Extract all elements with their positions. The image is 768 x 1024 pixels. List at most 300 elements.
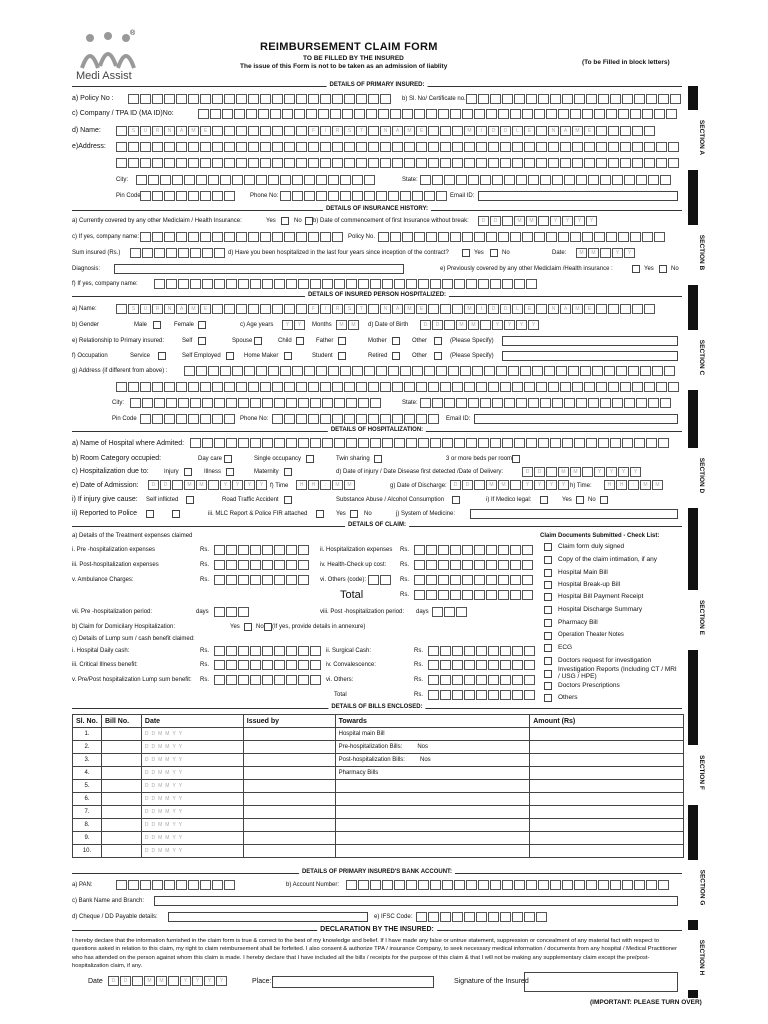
row-date[interactable]: DDMMYY	[141, 819, 243, 832]
discharge-label: g) Date of Discharge:	[390, 483, 447, 489]
row-bill-no[interactable]	[101, 728, 141, 741]
relationship-label: e) Relationship to Primary insured:	[72, 338, 165, 344]
declaration-text: I hereby declare that the information furnished in the claim form is true & correct to the best of my knowledge and belief. If I have made any false or untrue statement, suppression or concealment of any material fact with respect to questions asked in relation to this claim, my right to claim reimbursement shall be forfeited. I also consent & authorize TPA / insurance Company, to seek necessary medical information / documents from any hospital / Medical Practitioner who has attended on the person against whom this claim is made. I hereby declare that I have included all the bills / receipts for the purpose of this claim & that I will not be making any supplementary claim except the pre/post-hospitalization claim, if any.	[72, 938, 678, 969]
gender-label: b) Gender	[72, 322, 100, 328]
time-f-label: f) Time	[270, 483, 289, 489]
dom-no-checkbox[interactable]	[264, 623, 272, 631]
address-line-2[interactable]	[116, 158, 680, 168]
section-b-header: DETAILS OF INSURANCE HISTORY:	[72, 206, 682, 214]
male-label: Male	[134, 322, 148, 328]
row-date[interactable]: DDMMYY	[141, 806, 243, 819]
rs-3: Rs.	[200, 562, 209, 568]
cause-road-traffic-checkbox[interactable]	[284, 496, 292, 504]
col-amount: Amount (Rs)	[530, 715, 684, 728]
rs-13: Rs.	[414, 677, 423, 683]
row-sl: 8.	[73, 819, 102, 832]
age-months-field[interactable]: M M	[336, 320, 360, 330]
email-field[interactable]	[478, 191, 678, 201]
cheque-label: d) Cheque / DD Payable details:	[72, 914, 158, 920]
section-h-header: DECLARATION BY THE INSURED:	[72, 926, 682, 934]
pin-label: Pin Code	[116, 193, 141, 199]
room-day-care-checkbox[interactable]	[224, 455, 232, 463]
medico-legal-check[interactable]	[540, 496, 548, 504]
policy-no-b-field[interactable]	[378, 232, 666, 242]
bank-field[interactable]	[154, 896, 678, 906]
row-amount[interactable]	[530, 741, 684, 754]
city-field[interactable]	[136, 175, 376, 185]
sum-insured-label: Sum insured (Rs.)	[72, 250, 121, 256]
post-hosp-amount[interactable]	[214, 560, 310, 570]
section-c-header: DETAILS OF INSURED PERSON HOSPITALIZED:	[72, 292, 682, 300]
occ-student-checkbox[interactable]	[338, 352, 346, 360]
total-lump-amount[interactable]	[428, 690, 536, 700]
covered-label: a) Currently covered by any other Mediclaim / Health Insurance:	[72, 218, 242, 224]
check-main-bill[interactable]	[544, 569, 552, 577]
medi-assist-logo-icon	[78, 30, 138, 70]
post-period-days[interactable]	[432, 607, 468, 617]
bills-header-row	[73, 715, 684, 728]
check-claim-intimation[interactable]	[544, 556, 552, 564]
ifsc-label: e) IFSC Code:	[374, 914, 413, 920]
row-amount[interactable]	[530, 793, 684, 806]
pre-period-days[interactable]	[214, 607, 250, 617]
rel-other-checkbox[interactable]	[434, 337, 442, 345]
medico-yes-checkbox[interactable]	[576, 496, 584, 504]
row-sl: 1.	[73, 728, 102, 741]
occ-service-checkbox[interactable]	[158, 352, 166, 360]
mlc-no: No	[364, 511, 372, 517]
pin-field[interactable]	[140, 191, 236, 201]
row-issued-by[interactable]	[243, 741, 335, 754]
due-maternity: Maternity	[254, 469, 279, 475]
phone-label: Phone No:	[250, 193, 279, 199]
row-date[interactable]: DDMMYY	[141, 767, 243, 780]
check-claim-form[interactable]	[544, 543, 552, 551]
rs-14: Rs.	[414, 692, 423, 698]
surgical-label: ii. Surgical Cash:	[326, 648, 372, 654]
row-bill-no[interactable]	[101, 832, 141, 845]
checklist-item-5: Hospital Bill Payment Receipt	[558, 593, 644, 600]
row-towards[interactable]	[335, 845, 530, 858]
section-a-header: DETAILS OF PRIMARY INSURED:	[72, 82, 682, 90]
hospitalized-yes-checkbox[interactable]	[462, 249, 470, 257]
check-pharmacy-bill[interactable]	[544, 619, 552, 627]
address-line-1[interactable]	[116, 142, 680, 152]
row-date[interactable]: DDMMYY	[141, 845, 243, 858]
row-issued-by[interactable]	[243, 832, 335, 845]
rel-child: Child	[278, 338, 292, 344]
convalescence-label: iv. Convalescence:	[326, 662, 376, 668]
check-ot-notes[interactable]	[544, 632, 552, 640]
policy-no-b-label: Policy No.	[348, 234, 376, 240]
city-label: City:	[116, 177, 128, 183]
rs-6: Rs.	[400, 577, 409, 583]
occ-student: Student	[312, 353, 333, 359]
checklist-item-8: Operation Theater Notes	[558, 632, 624, 638]
row-bill-no[interactable]	[101, 780, 141, 793]
pan-field[interactable]	[116, 880, 236, 890]
c-phone-field[interactable]	[272, 414, 440, 424]
rs-1: Rs.	[200, 547, 209, 553]
discharge-date[interactable]: D D M M Y Y Y Y	[450, 480, 570, 490]
mlc-yes-checkbox[interactable]	[350, 510, 358, 518]
row-issued-by[interactable]	[243, 728, 335, 741]
row-towards[interactable]	[335, 819, 530, 832]
cause-road-traffic: Road Traffic Accident	[222, 497, 279, 503]
c-pin-field[interactable]	[140, 414, 236, 424]
dom-yes: Yes	[230, 624, 240, 630]
checklist-item-1: Claim form duly signed	[558, 543, 625, 550]
section-c-label: SECTION C	[684, 330, 702, 390]
cause-self-inflicted-checkbox[interactable]	[186, 496, 194, 504]
occupation-label: f) Occupation	[72, 353, 108, 359]
hospitalized-no-checkbox[interactable]	[490, 249, 498, 257]
state-field[interactable]	[420, 175, 672, 185]
row-issued-by[interactable]	[243, 780, 335, 793]
row-sl: 10.	[73, 845, 102, 858]
sum-insured-field[interactable]	[130, 248, 226, 258]
prev-covered-no-checkbox[interactable]	[659, 265, 667, 273]
time-h-label: h) Time:	[570, 483, 592, 489]
rel-specify: (Please Specify)	[450, 338, 494, 344]
account-field[interactable]	[346, 880, 670, 890]
rs-10: Rs.	[200, 662, 209, 668]
system-medicine-field[interactable]	[470, 509, 678, 519]
diagnosis-label: Diagnosis:	[72, 266, 101, 272]
check-doctors-request[interactable]	[544, 657, 552, 665]
hosp-exp-amount[interactable]	[414, 545, 534, 555]
occ-other-checkbox[interactable]	[434, 352, 442, 360]
registered-mark: ®	[130, 30, 136, 37]
rel-father-checkbox[interactable]	[338, 337, 346, 345]
row-sl: 5.	[73, 780, 102, 793]
admission-time[interactable]: H H : M M	[296, 480, 356, 490]
police-check-2[interactable]	[172, 510, 180, 518]
rs-8: Rs.	[200, 648, 209, 654]
dom-yes-checkbox[interactable]	[244, 623, 252, 631]
row-date[interactable]: DDMMYY	[141, 780, 243, 793]
total-label: Total	[340, 589, 364, 601]
hospitalized-label: d) Have you been hospitalized in the last four years since inception of the contract?	[228, 250, 449, 256]
c-pin-label: Pin Code	[112, 416, 137, 422]
covered-no-checkbox[interactable]	[305, 217, 313, 225]
mlc-check[interactable]	[316, 510, 324, 518]
row-bill-no[interactable]	[101, 806, 141, 819]
row-towards[interactable]	[335, 806, 530, 819]
occ-specify-field[interactable]	[502, 351, 678, 361]
convalescence-amount[interactable]	[428, 660, 536, 670]
checklist-title: Claim Documents Submitted - Check List:	[540, 533, 660, 539]
others-lump-amount[interactable]	[428, 675, 536, 685]
room-three-more-checkbox[interactable]	[512, 455, 520, 463]
row-date[interactable]: DDMMYY	[141, 832, 243, 845]
row-issued-by[interactable]	[243, 806, 335, 819]
rel-specify-field[interactable]	[502, 336, 678, 346]
policy-no-field[interactable]	[128, 94, 392, 104]
company-name-field[interactable]	[140, 232, 344, 242]
check-breakup-bill[interactable]	[544, 581, 552, 589]
bank-label: c) Bank Name and Branch:	[72, 898, 145, 904]
others-amount[interactable]	[414, 575, 534, 585]
cause-substance-checkbox[interactable]	[452, 496, 460, 504]
health-check-amount[interactable]	[414, 560, 534, 570]
checklist-item-9: ECG	[558, 644, 573, 651]
rel-self-checkbox[interactable]	[198, 337, 206, 345]
system-medicine-label: j) System of Medicine:	[396, 511, 456, 517]
prev-covered-yes-checkbox[interactable]	[632, 265, 640, 273]
check-discharge-summary[interactable]	[544, 606, 552, 614]
checklist-item-11: Investigation Reports (Including CT / MRI / USG / HPE)	[558, 666, 677, 680]
check-investigation-reports[interactable]	[544, 670, 552, 678]
row-bill-no[interactable]	[101, 793, 141, 806]
row-towards[interactable]	[335, 780, 530, 793]
daily-cash-amount[interactable]	[214, 646, 322, 656]
decl-place-field[interactable]	[272, 976, 434, 988]
police-check-1[interactable]	[146, 510, 154, 518]
date-injury-label: d) Date of injury / Date Disease first detected /Date of Delivery:	[336, 469, 504, 475]
table-row	[73, 754, 684, 767]
occ-other: Other	[412, 353, 428, 359]
rel-father: Father	[316, 338, 334, 344]
row-issued-by[interactable]	[243, 754, 335, 767]
room-single: Single occupancy	[254, 456, 302, 462]
checklist-item-12: Doctors Prescriptions	[558, 682, 620, 689]
row-issued-by[interactable]	[243, 767, 335, 780]
hospital-name-label: a) Name of Hospital where Admited:	[72, 440, 185, 447]
row-issued-by[interactable]	[243, 845, 335, 858]
form-title: REIMBURSEMENT CLAIM FORM	[260, 41, 438, 53]
table-row	[73, 780, 684, 793]
checklist-item-3: Hospital Main Bill	[558, 569, 608, 576]
rel-mother: Mother	[368, 338, 387, 344]
certificate-no-field[interactable]	[466, 94, 682, 104]
address-label: e)Address:	[72, 143, 106, 150]
checklist-item-7: Pharmacy Bill	[558, 619, 598, 626]
checklist-item-6: Hospital Discharge Summary	[558, 606, 643, 613]
others-code-field[interactable]	[368, 575, 392, 585]
pre-post-lump-label: v. Pre/Post hospitalization Lump sum benefit:	[72, 677, 192, 683]
logo-text: Medi Assist	[76, 70, 132, 82]
row-amount[interactable]	[530, 845, 684, 858]
ambulance-amount[interactable]	[214, 575, 310, 585]
row-sl: 6.	[73, 793, 102, 806]
daily-cash-label: i. Hospital Daily cash:	[72, 648, 130, 654]
covered-no: No	[294, 218, 302, 224]
total-small-label: Total	[334, 692, 347, 698]
row-amount[interactable]	[530, 806, 684, 819]
due-to-label: c) Hospitalization due to:	[72, 468, 149, 475]
occ-retired: Retired	[368, 353, 388, 359]
due-illness: Illness	[204, 469, 222, 475]
c-email-label: Email ID:	[446, 416, 471, 422]
ifsc-field[interactable]	[416, 912, 548, 922]
rel-spouse: Spouse	[232, 338, 253, 344]
signature-field[interactable]	[524, 972, 678, 992]
health-check-label: iv. Health-Check up cost:	[320, 562, 387, 568]
post-hosp-label: iii. Post-hospitalization expenses	[72, 562, 159, 568]
check-payment-receipt[interactable]	[544, 593, 552, 601]
table-row	[73, 845, 684, 858]
row-bill-no[interactable]	[101, 741, 141, 754]
due-illness-checkbox[interactable]	[226, 468, 234, 476]
room-single-checkbox[interactable]	[306, 455, 314, 463]
row-issued-by[interactable]	[243, 819, 335, 832]
company-name2-field[interactable]	[154, 279, 538, 289]
row-towards[interactable]	[335, 832, 530, 845]
row-bill-no[interactable]	[101, 845, 141, 858]
row-towards[interactable]	[335, 793, 530, 806]
due-injury-checkbox[interactable]	[184, 468, 192, 476]
room-twin: Twin sharing	[336, 456, 370, 462]
room-day-care: Day care	[198, 456, 223, 462]
row-amount[interactable]	[530, 780, 684, 793]
row-towards: Pre-hospitalization Bills: Nos	[335, 741, 530, 754]
hospitalized-date[interactable]: M M Y Y	[576, 248, 636, 258]
rel-other: Other	[412, 338, 428, 344]
col-towards: Towards	[335, 715, 530, 728]
pre-period-label: vii. Pre -hospitalization period:	[72, 609, 153, 615]
occ-specify: (Please Specify)	[450, 353, 494, 359]
section-d-label: SECTION D	[684, 448, 702, 508]
months-label: Months	[312, 322, 332, 328]
row-sl: 7.	[73, 806, 102, 819]
c-email-field[interactable]	[474, 414, 678, 424]
phone-field[interactable]	[280, 191, 448, 201]
name-label: d) Name:	[72, 127, 101, 134]
female-checkbox[interactable]	[198, 321, 206, 329]
c-phone-label: Phone No:	[240, 416, 269, 422]
row-amount[interactable]	[530, 754, 684, 767]
c-state-label: State:	[402, 400, 418, 406]
commencement-date[interactable]: D D M M Y Y Y Y	[478, 216, 598, 226]
pre-hosp-amount[interactable]	[214, 545, 310, 555]
occ-retired-checkbox[interactable]	[392, 352, 400, 360]
check-others[interactable]	[544, 694, 552, 702]
table-row	[73, 741, 684, 754]
cheque-field[interactable]	[168, 912, 368, 922]
signature-label: Signature of the Insured	[454, 978, 529, 985]
c-address-line-1[interactable]	[184, 366, 676, 376]
c-state-field[interactable]	[420, 398, 672, 408]
medico-no-checkbox[interactable]	[600, 496, 608, 504]
treatment-label: a) Details of the Treatment expenses claimed	[72, 533, 193, 539]
c-city-field[interactable]	[130, 398, 382, 408]
decl-date-label: Date	[88, 978, 103, 985]
rs-11: Rs.	[414, 662, 423, 668]
row-date[interactable]: DDMMYY	[141, 793, 243, 806]
dom-no: No	[256, 624, 264, 630]
row-date[interactable]: DDMMYY	[141, 741, 243, 754]
surgical-amount[interactable]	[428, 646, 536, 656]
rs-4: Rs.	[400, 562, 409, 568]
age-label: c) Age years	[240, 322, 274, 328]
medico-no: No	[588, 497, 596, 503]
row-date[interactable]: DDMMYY	[141, 754, 243, 767]
section-f-label: SECTION F	[684, 745, 702, 805]
occ-self-employed-checkbox[interactable]	[226, 352, 234, 360]
company-tpa-field[interactable]	[198, 109, 678, 119]
row-amount[interactable]	[530, 819, 684, 832]
row-sl: 4.	[73, 767, 102, 780]
injury-cause-label: i) If injury give cause:	[72, 496, 138, 503]
covered-yes-checkbox[interactable]	[281, 217, 289, 225]
checklist-item-2: Copy of the claim intimation, if any	[558, 556, 657, 563]
company-tpa-label: c) Company / TPA ID (MA ID)No:	[72, 110, 174, 117]
occ-service: Service	[130, 353, 151, 359]
row-bill-no[interactable]	[101, 754, 141, 767]
row-amount[interactable]	[530, 767, 684, 780]
rel-mother-checkbox[interactable]	[392, 337, 400, 345]
age-years-field[interactable]: Y Y	[282, 320, 306, 330]
row-date[interactable]: DDMMYY	[141, 728, 243, 741]
check-prescriptions[interactable]	[544, 682, 552, 690]
critical-amount[interactable]	[214, 660, 322, 670]
section-e-header: DETAILS OF CLAIM:	[72, 522, 682, 530]
table-row	[73, 819, 684, 832]
occ-home-maker-checkbox[interactable]	[284, 352, 292, 360]
rs-9: Rs.	[414, 648, 423, 654]
row-towards: Pharmacy Bills	[335, 767, 530, 780]
table-row	[73, 767, 684, 780]
check-ecg[interactable]	[544, 644, 552, 652]
state-label: State:	[402, 177, 418, 183]
hospitalized-no: No	[502, 250, 510, 256]
male-checkbox[interactable]	[153, 321, 161, 329]
prev-covered-no: No	[671, 266, 679, 272]
row-bill-no[interactable]	[101, 767, 141, 780]
section-d-header: DETAILS OF HOSPITALIZATION:	[72, 427, 682, 435]
diagnosis-field[interactable]	[114, 264, 404, 274]
row-amount[interactable]	[530, 832, 684, 845]
c-address-line-2[interactable]	[116, 382, 680, 392]
date-b-label: Date:	[552, 250, 567, 256]
rel-child-checkbox[interactable]	[296, 337, 304, 345]
c-address-label: g) Address (if different from above) :	[72, 368, 168, 374]
company-name-label: c) If yes, company name:	[72, 234, 140, 240]
due-maternity-checkbox[interactable]	[284, 468, 292, 476]
row-amount[interactable]	[530, 728, 684, 741]
covered-yes: Yes	[266, 218, 276, 224]
table-row	[73, 728, 684, 741]
policy-no-label: a) Policy No :	[72, 95, 114, 102]
checklist-item-4: Hospital Break-up Bill	[558, 581, 621, 588]
discharge-time[interactable]: H H : M M	[604, 480, 664, 490]
insured-name-field[interactable]: S U R N A M E F I R S T N A M E M I D D L E N A M E	[116, 126, 656, 136]
prev-covered-label: e) Previously covered by any other Mediclaim /Health insurance :	[440, 266, 613, 272]
post-period-label: viii. Post -hospitalization period:	[320, 609, 405, 615]
c-city-label: City:	[112, 400, 124, 406]
row-issued-by[interactable]	[243, 793, 335, 806]
decl-place-label: Place:	[252, 978, 272, 985]
dob-field[interactable]: D D M M Y Y Y Y	[420, 320, 540, 330]
rel-spouse-checkbox[interactable]	[254, 337, 262, 345]
account-label: b) Account Number:	[286, 882, 340, 888]
row-bill-no[interactable]	[101, 819, 141, 832]
patient-name-field[interactable]: S U R N A M E F I R S T N A M E M I D D L E N A M E	[116, 304, 656, 314]
decl-date-field[interactable]: D D M M Y Y Y Y	[108, 976, 228, 986]
total-amount[interactable]	[414, 590, 534, 600]
pre-post-lump-amount[interactable]	[214, 675, 322, 685]
col-bill-no: Bill No.	[101, 715, 141, 728]
email-label: Email ID:	[450, 193, 475, 199]
hospital-name-field[interactable]	[190, 438, 670, 448]
room-twin-checkbox[interactable]	[374, 455, 382, 463]
date-injury-field[interactable]: D D M M Y Y Y Y	[522, 467, 642, 477]
table-row	[73, 806, 684, 819]
col-date: Date	[141, 715, 243, 728]
certificate-no-label: b) Sl. No/ Certificate no.	[402, 96, 466, 102]
admission-date[interactable]: D D M M Y Y Y Y	[148, 480, 268, 490]
